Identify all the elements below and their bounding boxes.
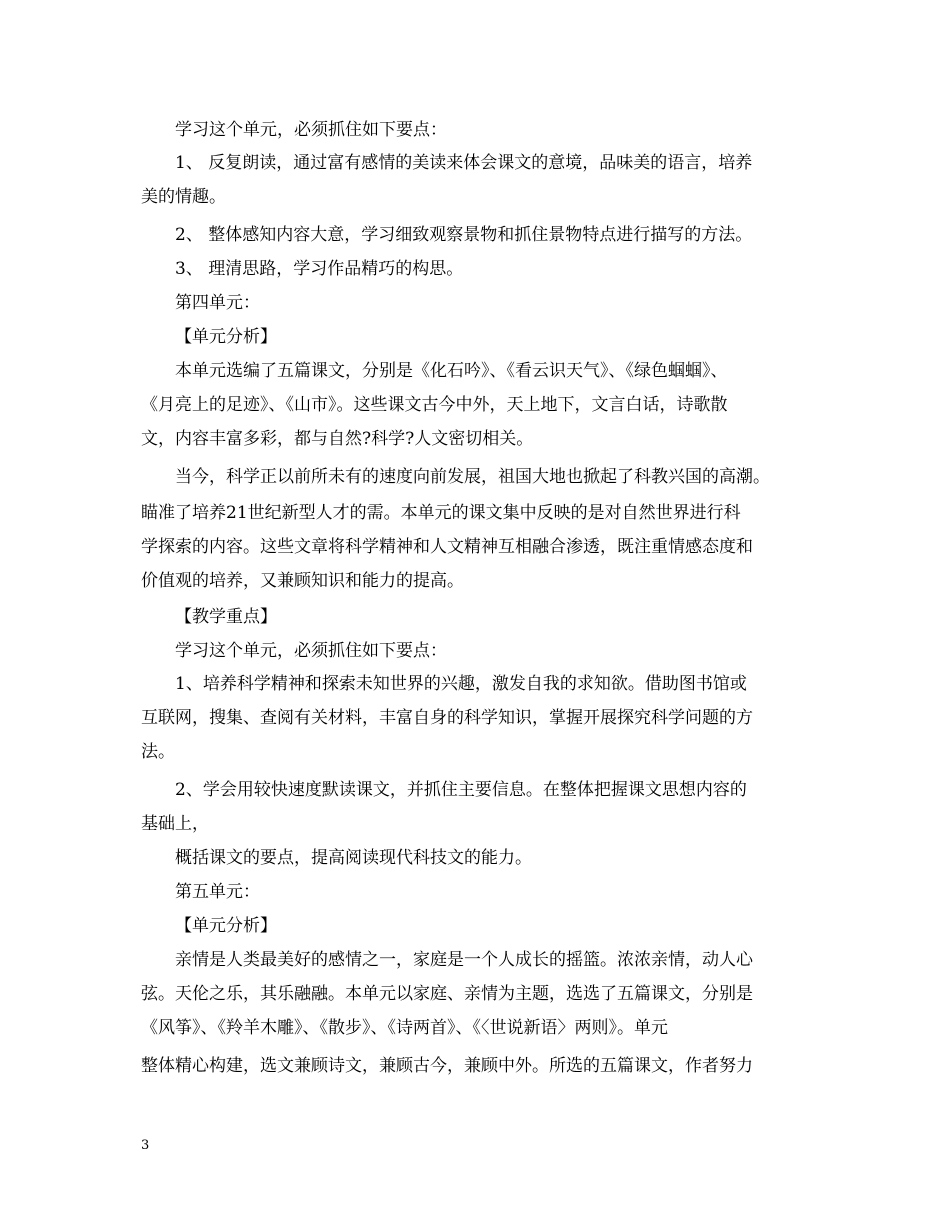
page-number: 3	[141, 1138, 150, 1153]
section-heading: 第四单元：	[175, 293, 260, 313]
text-line: 1、培养科学精神和探索未知世界的兴趣，激发自我的求知欲。借助图书馆或	[175, 674, 747, 694]
text-line: 《风筝》、《羚羊木雕》、《散步》、《诗两首》、《〈世说新语〉两则》。单元	[141, 1018, 668, 1038]
text-line: 基础上，	[141, 814, 209, 834]
section-heading: 第五单元：	[175, 882, 260, 902]
text-line: 概括课文的要点，提高阅读现代科技文的能力。	[175, 848, 532, 868]
text-line: 互联网，搜集、查阅有关材料，丰富自身的科学知识，掌握开展探究科学问题的方	[141, 708, 753, 728]
text-line: 本单元选编了五篇课文，分别是《化石吟》、《看云识天气》、《绿色蝈蝈》、	[175, 361, 728, 381]
text-line: 亲情是人类最美好的感情之一，家庭是一个人成长的摇篮。浓浓亲情，动人心	[175, 950, 753, 970]
text-line: 2、学会用较快速度默读课文，并抓住主要信息。在整体把握课文思想内容的	[175, 780, 747, 800]
text-line: 弦。天伦之乐，其乐融融。本单元以家庭、亲情为主题，选选了五篇课文，分别是	[141, 984, 753, 1004]
text-line: 当今，科学正以前所未有的速度向前发展，祖国大地也掀起了科教兴国的高潮。	[175, 467, 770, 487]
section-subheading: 【单元分析】	[175, 327, 277, 347]
text-line: 2、 整体感知内容大意，学习细致观察景物和抓住景物特点进行描写的方法。	[175, 225, 753, 245]
section-subheading: 【教学重点】	[175, 607, 277, 627]
text-line: 价值观的培养，又兼顾知识和能力的提高。	[141, 571, 464, 591]
text-line: 学习这个单元，必须抓住如下要点：	[175, 641, 447, 661]
text-line: 整体精心构建，选文兼顾诗文，兼顾古今，兼顾中外。所选的五篇课文，作者努力	[141, 1056, 753, 1076]
text-line: 瞄准了培养21世纪新型人才的需。本单元的课文集中反映的是对自然世界进行科	[141, 503, 741, 523]
text-line: 文，内容丰富多彩，都与自然?科学?人文密切相关。	[141, 429, 534, 449]
text-line: 法。	[141, 742, 175, 762]
text-line: 1、 反复朗读，通过富有感情的美读来体会课文的意境，品味美的语言，培养	[175, 153, 753, 173]
text-line: 《月亮上的足迹》、《山市》。这些课文古今中外，天上地下，文言白话，诗歌散	[141, 395, 728, 415]
text-line: 3、 理清思路，学习作品精巧的构思。	[175, 259, 464, 279]
text-line: 美的情趣。	[141, 187, 226, 207]
section-subheading: 【单元分析】	[175, 916, 277, 936]
text-line: 学习这个单元，必须抓住如下要点：	[175, 120, 447, 140]
text-line: 学探索的内容。这些文章将科学精神和人文精神互相融合渗透，既注重情感态度和	[141, 537, 753, 557]
